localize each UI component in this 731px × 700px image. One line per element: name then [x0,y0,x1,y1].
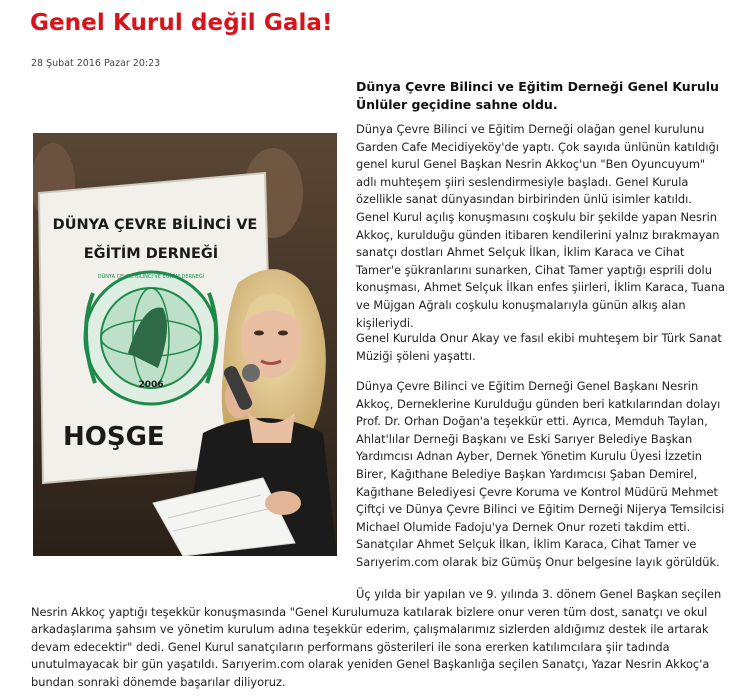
page-title: Genel Kurul değil Gala! [30,10,333,36]
article-paragraph-4 [31,586,726,692]
article-photo [33,133,337,556]
article-paragraph-1: Dünya Çevre Bilinci ve Eğitim Derneği olağan genel kurulunu Garden Cafe Mecidiyeköy'de yaptı. Çok sayıda ünlünün katıldığı genel kurul Genel Başkan Nesrin Akkoç'un "Ben Oyuncuyum" adlı muhteşem şiiri seslendirmesiyle başladı. Genel Kurula özellikle sanat dünyasından birbirinden ünlü isimler katıldı. Genel Kurul açılış konuşmasını coşkulu bir şekilde yapan Nesrin Akkoç, kurulduğu günden itibaren kendilerini yalnız bırakmayan sanatçı dostları Ahmet Selçuk İlkan, İklim Karaca ve Cihat Tamer'e şükranlarını sunarken, Cihat Tamer yaptığı esprili dolu konuşması, Ahmet Selçuk İlkan enfes şiirleri, İklim Karaca, Tuana ve Müjgan Ağralı coşkulu konuşmalarıyla günün alkış alan kişileriydi. [356,122,726,330]
event-photo-illustration [33,133,337,556]
logo-ring-text: DÜNYA ÇEVRE BİLİNCİ VE EĞİTİM DERNEĞİ [97,274,205,280]
post-date: 28 Şubat 2016 Pazar 20:23 [31,58,161,69]
logo-year: 2006 [138,380,164,390]
association-logo-icon [85,272,217,404]
article-lead: Dünya Çevre Bilinci ve Eğitim Derneği Genel Kurulu Ünlüler geçidine sahne oldu. [356,79,719,112]
article-paragraph-3: Dünya Çevre Bilinci ve Eğitim Derneği Genel Başkanı Nesrin Akkoç, Derneklerine Kurulduğu günden beri katkılarından dolayı Prof. Dr. Orhan Doğan'a teşekkür etti. Ayrıca, Memduh Taylan, Ahlat'lılar Derneği Başkanı ve Eski Sarıyer Belediye Başkan Yardımcısı Adnan Ayber, Dernek Yönetim Kurulu Üyesi İzzetin Birer, Kağıthane Belediye Başkan Yardımcısı Şaban Demirel, Kağıthane Belediyesi Çevre Koruma ve Kontrol Müdürü Mehmet Çiftçi ve Dünya Çevre Bilinci ve Eğitim Derneği Nijerya Temsilcisi Michael Olumide Fadoju'ya Dernek Onur rozeti takdim etti. Sanatçılar Ahmet Selçuk İlkan, İklim Karaca, Cihat Tamer ve Sarıyerim.com olarak biz Gümüş Onur belgesine layık görüldük. [356,379,725,569]
banner-line-1: DÜNYA ÇEVRE BİLİNCİ VE [52,217,258,233]
banner-line-2: EĞİTİM DERNEĞİ [83,246,219,262]
article-paragraph-4-text: Üç yılda bir yapılan ve 9. yılında 3. dönem Genel Başkan seçilen Nesrin Akkoç yaptığı teşekkür konuşmasında "Genel Kurulumuza katılarak bizlere onur veren tüm dost, sanatçı ve okul arkadaşlarıma şahsım ve yönetim kurulum adına teşekkür ederim, çalışmalarımız sizlerden aldığımız destek ile artarak devam edecektir" dedi. Genel Kurul sanatçıların performans gösterileri ile sona ererken katılımcılara şiir tadında unutulmayacak bir gün yaşatıldı. Sarıyerim.com olarak yeniden Genel Başkanlığa seçilen Sanatçı, Yazar Nesrin Akkoç'a bundan sonraki dönemde başarılar diliyoruz. [31,587,722,689]
banner-welcome-text: HOŞGE [63,422,165,452]
article-paragraph-2: Genel Kurulda Onur Akay ve fasıl ekibi muhteşem bir Türk Sanat Müziği şöleni yaşattı. [356,331,722,363]
